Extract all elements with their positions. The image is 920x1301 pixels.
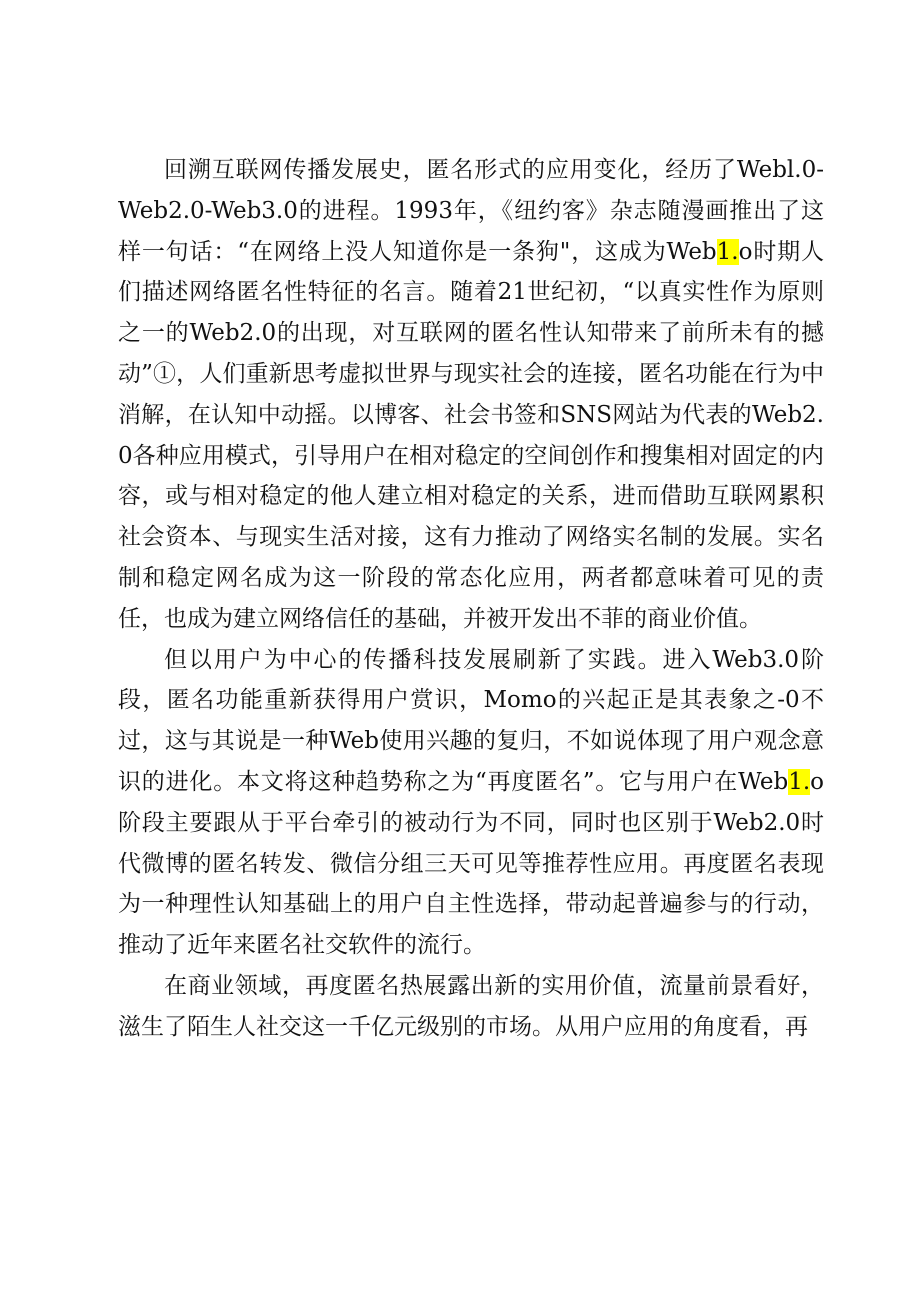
- highlighted-text: 1.: [788, 768, 811, 795]
- paragraph-1-text-b: o时期人们描述网络匿名性特征的名言。随着21世纪初，“以真实性作为原则之一的Web2.0的出现，对互联网的匿名性认知带来了前所未有的撼动”①，人们重新思考虚拟世界与现实社会的连接，匿名功能在行为中消解，在认知中动摇。以博客、社会书签和SNS网站为代表的Web2.0各种应用模式，引导用户在相对稳定的空间创作和搜集相对固定的内容，或与相对稳定的他人建立相对稳定的关系，进而借助互联网累积社会资本、与现实生活对接，这有力推动了网络实名制的发展。实名制和稳定网名成为这一阶段的常态化应用，两者都意味着可见的责任，也成为建立网络信任的基础，并被开发出不菲的商业价值。: [118, 238, 824, 632]
- paragraph-1: [118, 150, 824, 640]
- paragraph-2-text-a: 但以用户为中心的传播科技发展刷新了实践。进入Web3.0阶段，匿名功能重新获得用户赏识，Momo的兴起正是其表象之-0不过，这与其说是一种Web使用兴趣的复归，不如说体现了用户观念意识的进化。本文将这种趋势称之为“再度匿名”。它与用户在Web: [118, 646, 824, 795]
- document-body: [118, 150, 824, 1048]
- paragraph-3: [118, 966, 824, 1048]
- paragraph-1-text-a: 回溯互联网传播发展史，匿名形式的应用变化，经历了Webl.0-Web2.0-Web3.0的进程。1993年，《纽约客》杂志随漫画推出了这样一句话：“在网络上没人知道你是一条狗"，这成为Web: [118, 157, 824, 265]
- highlighted-text: 1.: [716, 238, 739, 265]
- paragraph-2-text-b: o阶段主要跟从于平台牵引的被动行为不同，同时也区别于Web2.0时代微博的匿名转发、微信分组三天可见等推荐性应用。再度匿名表现为一种理性认知基础上的用户自主性选择，带动起普遍参与的行动，推动了近年来匿名社交软件的流行。: [118, 768, 824, 959]
- paragraph-2: [118, 640, 824, 966]
- paragraph-3-text: 在商业领域，再度匿名热展露出新的实用价值，流量前景看好，滋生了陌生人社交这一千亿元级别的市场。从用户应用的角度看，再: [118, 972, 824, 1040]
